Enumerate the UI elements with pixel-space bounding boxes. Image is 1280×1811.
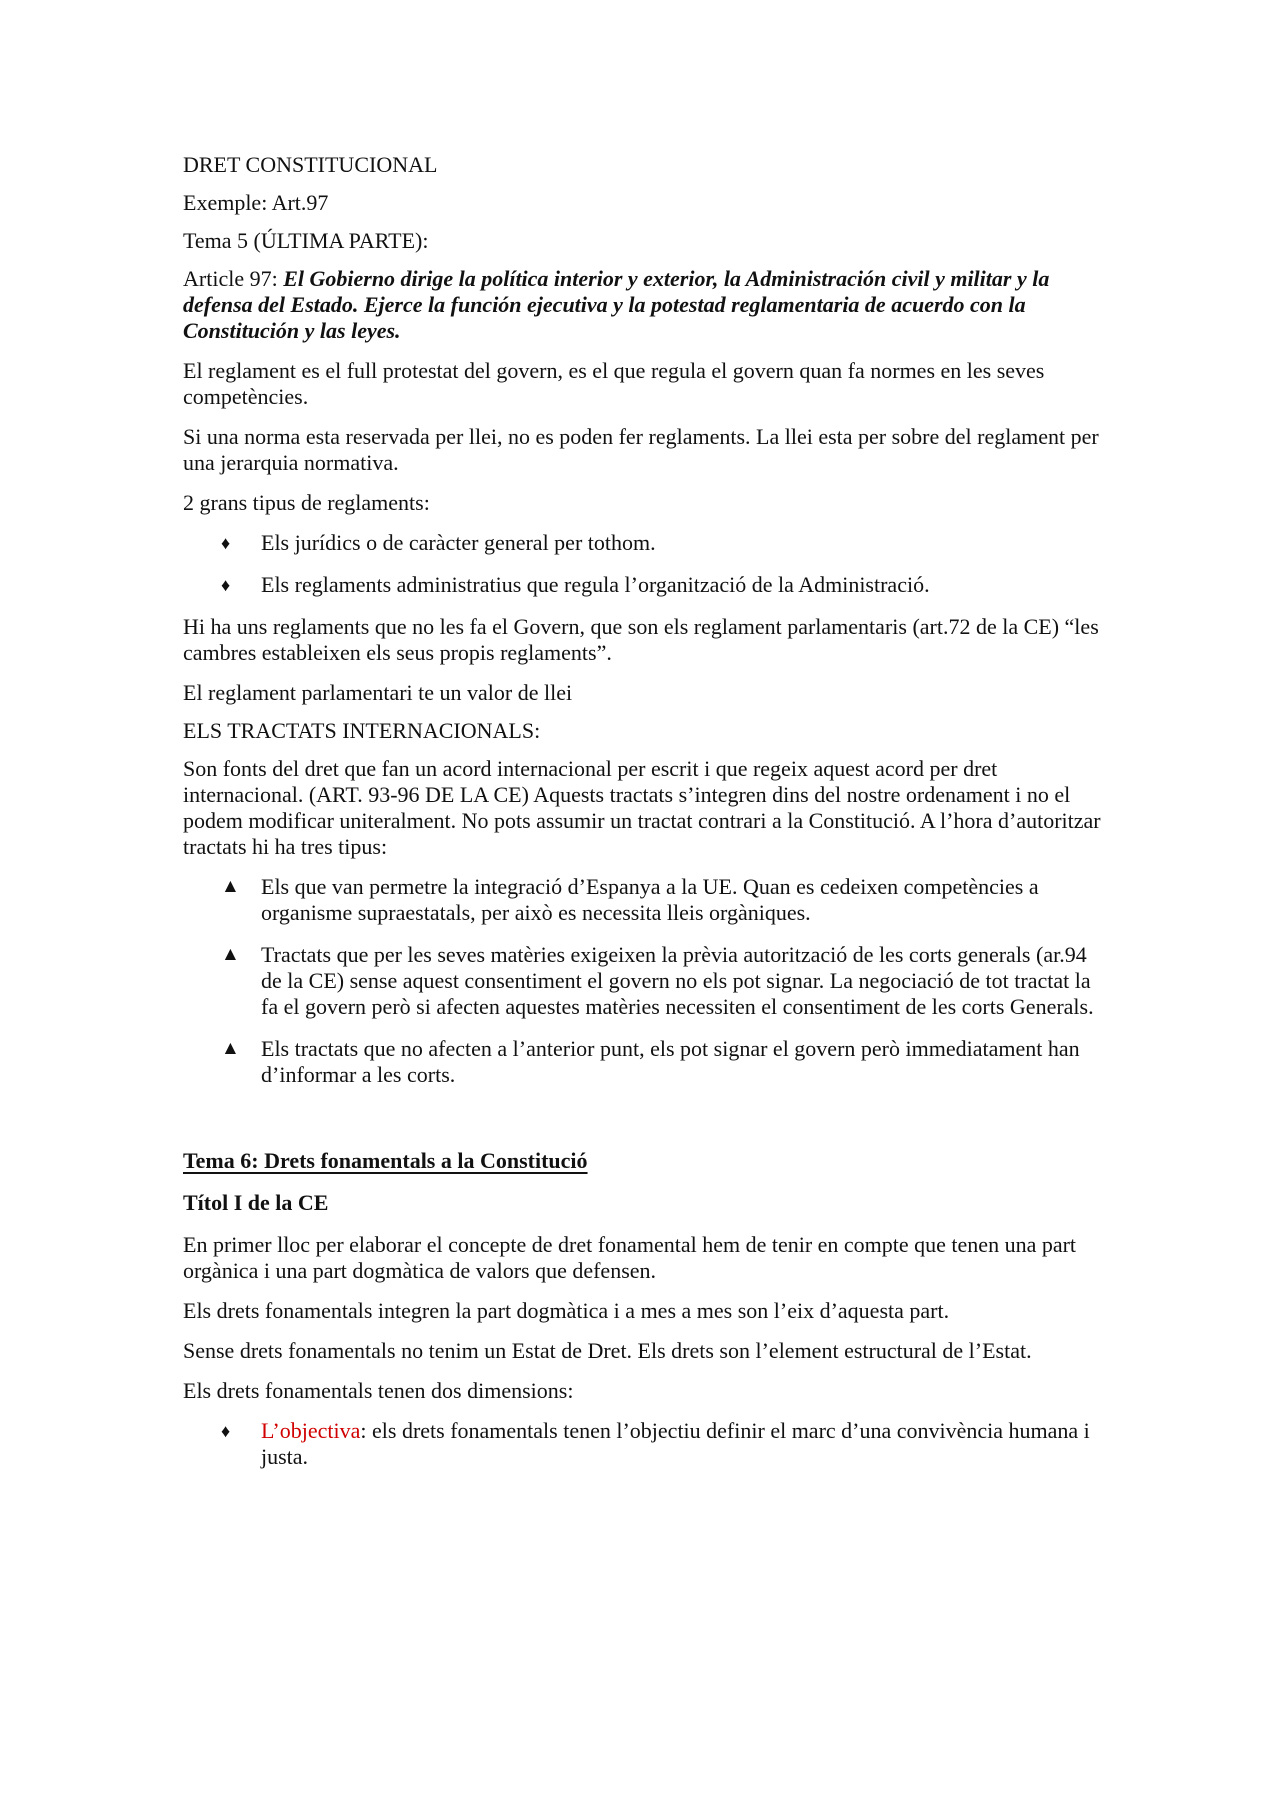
dimensions-list: [183, 1418, 1103, 1470]
diamond-bullet-icon: ♦: [221, 533, 231, 553]
tema6-heading: Tema 6: Drets fonamentals a la Constitució: [183, 1148, 588, 1173]
list-item-text: [261, 1418, 1103, 1470]
article-text: El Gobierno dirige la política interior y exterior, la Administración civil y militar y la defensa del Estado. Ejerce la función ejecutiva y la potestad reglamentaria de acuerdo con la Constitución y las leyes.: [183, 266, 1050, 343]
paragraph: Els drets fonamentals tenen dos dimensions:: [183, 1378, 574, 1403]
paragraph: En primer lloc per elaborar el concepte de dret fonamental hem de tenir en compte que tenen una part orgànica i una part dogmàtica de valors que defensen.: [183, 1232, 1077, 1283]
reglaments-list: [183, 530, 1103, 598]
paragraph: Si una norma esta reservada per llei, no es poden fer reglaments. La llei esta per sobre del reglament per una jerarquia normativa.: [183, 424, 1099, 475]
tractats-list: [183, 874, 1103, 1088]
paragraph: Sense drets fonamentals no tenim un Estat de Dret. Els drets son l’element estructural de l’Estat.: [183, 1338, 1032, 1363]
paragraph: 2 grans tipus de reglaments:: [183, 490, 430, 515]
triangle-bullet-icon: ▲: [221, 876, 240, 897]
tema5-heading: Tema 5 (ÚLTIMA PARTE):: [183, 228, 429, 253]
diamond-bullet-icon: ♦: [221, 575, 231, 595]
paragraph: El reglament parlamentari te un valor de llei: [183, 680, 573, 705]
paragraph: Els drets fonamentals integren la part dogmàtica i a mes a mes son l’eix d’aquesta part.: [183, 1298, 950, 1323]
list-item-text: Els reglaments administratius que regula l’organització de la Administració.: [261, 572, 930, 597]
list-item: [183, 1036, 1103, 1088]
list-item-text: Tractats que per les seves matèries exigeixen la prèvia autorització de les corts generals (ar.94 de la CE) sense aquest consentiment el govern no els pot signar. La negociació de tot tractat la fa el govern però si afecten aquestes matèries necessiten el consentiment de les corts Generals.: [261, 942, 1094, 1019]
titol-heading: Títol I de la CE: [183, 1190, 329, 1215]
list-item: [183, 530, 1103, 556]
paragraph: Son fonts del dret que fan un acord internacional per escrit i que regeix aquest acord per dret internacional. (ART. 93-96 DE LA CE) Aquests tractats s’integren dins del nostre ordenament i no el podem modificar uniteralment. No pots assumir un tractat contrari a la Constitució. A l’hora d’autoritzar tractats hi ha tres tipus:: [183, 756, 1101, 859]
diamond-bullet-icon: ♦: [221, 1421, 231, 1441]
list-item-text: Els jurídics o de caràcter general per tothom.: [261, 530, 656, 555]
example-line: Exemple: Art.97: [183, 190, 329, 215]
list-item-text: Els tractats que no afecten a l’anterior punt, els pot signar el govern però immediatament han d’informar a les corts.: [261, 1036, 1080, 1087]
paragraph: El reglament es el full protestat del govern, es el que regula el govern quan fa normes en les seves competències.: [183, 358, 1045, 409]
triangle-bullet-icon: ▲: [221, 1038, 240, 1059]
list-item: [183, 1418, 1103, 1470]
list-item-text: Els que van permetre la integració d’Espanya a la UE. Quan es cedeixen competències a organisme supraestatals, per això es necessita lleis orgàniques.: [261, 874, 1039, 925]
article-prefix: Article 97:: [183, 266, 284, 291]
article-97: [183, 266, 1103, 344]
highlighted-term: L’objectiva: [261, 1418, 361, 1443]
triangle-bullet-icon: ▲: [221, 944, 240, 965]
document-content: [183, 152, 1103, 1486]
paragraph: Hi ha uns reglaments que no les fa el Govern, que son els reglament parlamentaris (art.72 de la CE) “les cambres estableixen els seus propis reglaments”.: [183, 614, 1099, 665]
list-item: [183, 874, 1103, 926]
term-definition: : els drets fonamentals tenen l’objectiu definir el marc d’una convivència humana i justa.: [261, 1418, 1090, 1469]
list-item: [183, 942, 1103, 1020]
tractats-heading: ELS TRACTATS INTERNACIONALS:: [183, 718, 541, 743]
list-item: [183, 572, 1103, 598]
document-title: DRET CONSTITUCIONAL: [183, 152, 438, 177]
